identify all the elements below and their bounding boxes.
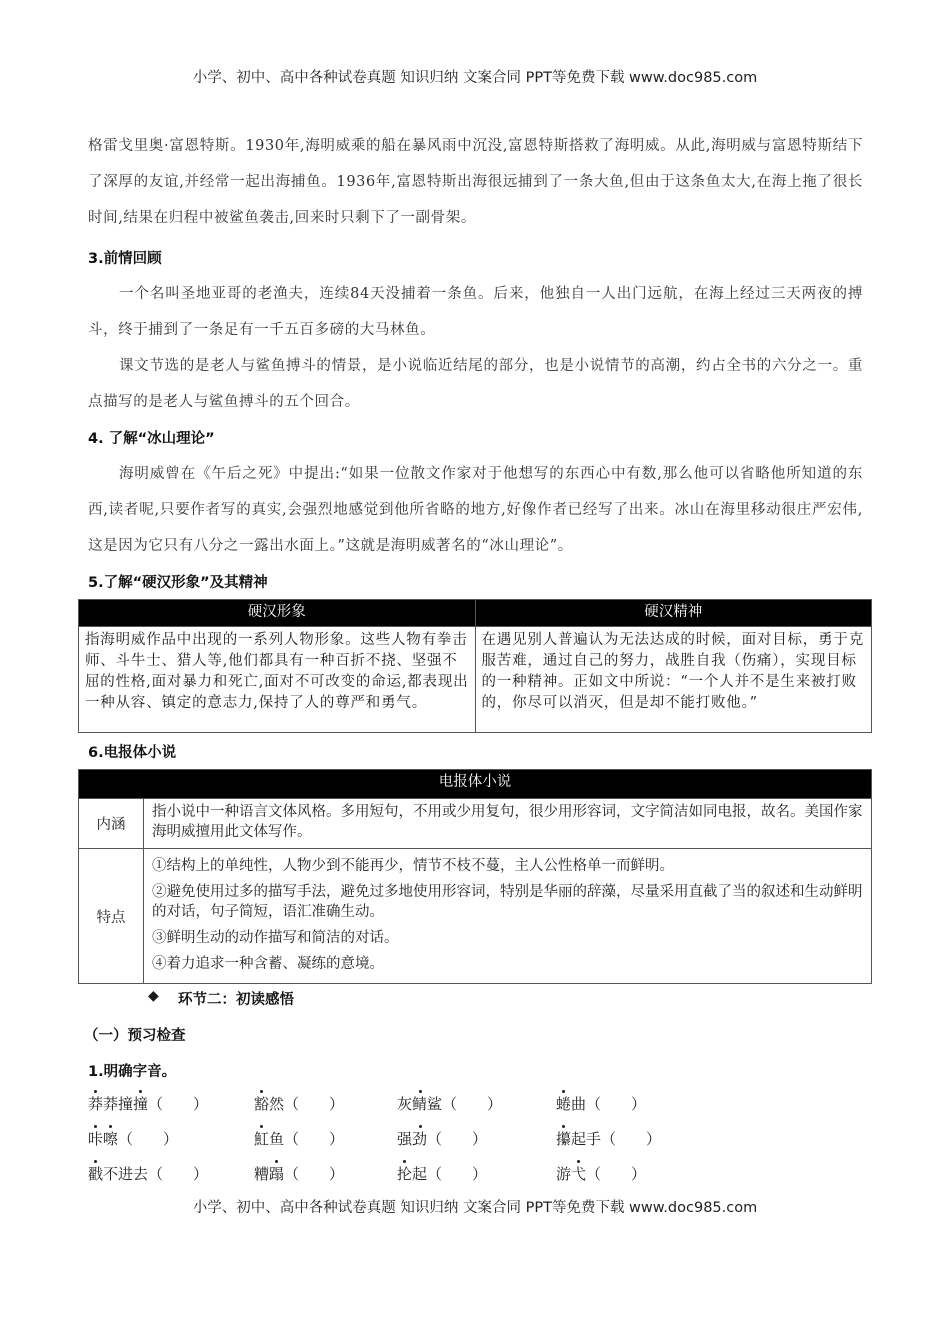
feature-item: ④着力追求一种含蓄、凝练的意境。 bbox=[152, 956, 384, 972]
diamond-bullet-icon: ◆ bbox=[148, 988, 159, 1004]
emphasis-dot bbox=[260, 1125, 263, 1128]
pronunciation-item: 咔嚓（ ） bbox=[88, 1130, 179, 1148]
emphasis-dot bbox=[94, 1160, 97, 1163]
pronunciation-item: 糟蹋（ ） bbox=[254, 1165, 345, 1183]
section-3-paragraph-1: 一个名叫圣地亚哥的老渔夫，连续84天没捕着一条鱼。后来，他独自一人出门远航，在海上经过三天两夜的搏斗，终于捕到了一条足有一千五百多磅的大马林鱼。 bbox=[88, 286, 863, 338]
intro-paragraph: 格雷戈里奥·富恩特斯。1930年,海明威乘的船在暴风雨中沉没,富恩特斯搭救了海明威。从此,海明威与富恩特斯结下了深厚的友谊,并经常一起出海捕鱼。1936年,富恩特斯出海很远捕到了一条大鱼,但由于这条鱼太大,在海上拖了很长时间,结果在归程中被鲨鱼袭击,回来时只剩下了一副骨架。 bbox=[88, 138, 863, 226]
emphasis-dot bbox=[94, 1090, 97, 1093]
page-header: 小学、初中、高中各种试卷真题 知识归纳 文案合同 PPT等免费下载 www.doc985.com bbox=[192, 70, 758, 86]
tough-guy-table bbox=[78, 599, 872, 733]
emphasis-dot bbox=[275, 1160, 278, 1163]
emphasis-dot bbox=[260, 1090, 263, 1093]
section-4-title: 4. 了解“冰山理论” bbox=[88, 431, 215, 447]
pronunciation-question-title: 1.明确字音。 bbox=[88, 1064, 177, 1080]
pronunciation-item: 魟鱼（ ） bbox=[254, 1130, 345, 1148]
emphasis-dot bbox=[577, 1160, 580, 1163]
emphasis-dot bbox=[94, 1125, 97, 1128]
emphasis-dot bbox=[419, 1125, 422, 1128]
segment-2-title: 环节二：初读感悟 bbox=[178, 992, 294, 1008]
feature-item: ③鲜明生动的动作描写和简洁的对话。 bbox=[152, 930, 399, 946]
section-4-paragraph: 海明威曾在《午后之死》中提出:“如果一位散文作家对于他想写的东西心中有数,那么他可以省略他所知道的东西,读者呢,只要作者写的真实,会强烈地感觉到他所省略的地方,好像作者已经写了出来。冰山在海里移动很庄严宏伟,这是因为它只有八分之一露出水面上。”这就是海明威著名的“冰山理论”。 bbox=[88, 466, 863, 554]
pronunciation-item: 游弋（ ） bbox=[556, 1165, 647, 1183]
emphasis-dot bbox=[403, 1160, 406, 1163]
emphasis-dot bbox=[562, 1125, 565, 1128]
telegraph-novel-table bbox=[78, 769, 872, 984]
connotation-text: 指小说中一种语言文体风格。多用短句，不用或少用复句，很少用形容词，文字简洁如同电报，故名。美国作家海明威擅用此文体写作。 bbox=[144, 799, 872, 849]
emphasis-dot bbox=[419, 1090, 422, 1093]
section-3-title: 3.前情回顾 bbox=[88, 251, 162, 267]
table-header-spirit: 硬汉精神 bbox=[475, 600, 872, 627]
page-footer: 小学、初中、高中各种试卷真题 知识归纳 文案合同 PPT等免费下载 www.doc985.com bbox=[192, 1200, 758, 1216]
section-6-title: 6.电报体小说 bbox=[88, 745, 177, 761]
pronunciation-item: 戳不进去（ ） bbox=[88, 1165, 209, 1183]
features-label: 特点 bbox=[79, 849, 144, 984]
pronunciation-item: 灰鲭鲨（ ） bbox=[397, 1095, 503, 1113]
section-5-title: 5.了解“硬汉形象”及其精神 bbox=[88, 575, 268, 591]
emphasis-dot bbox=[562, 1090, 565, 1093]
connotation-label: 内涵 bbox=[79, 799, 144, 849]
preview-check-title: （一）预习检查 bbox=[84, 1028, 186, 1044]
telegraph-table-header: 电报体小说 bbox=[79, 770, 872, 799]
pronunciation-item: 攥起手（ ） bbox=[556, 1130, 662, 1148]
features-cell bbox=[144, 849, 872, 984]
pronunciation-item: 蜷曲（ ） bbox=[556, 1095, 647, 1113]
table-header-image: 硬汉形象 bbox=[79, 600, 476, 627]
tough-guy-image-cell: 指海明威作品中出现的一系列人物形象。这些人物有拳击师、斗牛士、猎人等,他们都具有一种百折不挠、坚强不屈的性格,面对暴力和死亡,面对不可改变的命运,都表现出一种从容、镇定的意志力,保持了人的尊严和勇气。 bbox=[79, 627, 476, 733]
pronunciation-item: 抡起（ ） bbox=[397, 1165, 488, 1183]
feature-item: ②避免使用过多的描写手法，避免过多地使用形容词，特别是华丽的辞藻，尽量采用直截了当的叙述和生动鲜明的对话，句子简短，语汇准确生动。 bbox=[152, 884, 863, 920]
emphasis-dot bbox=[139, 1090, 142, 1093]
section-3-paragraph-2: 课文节选的是老人与鲨鱼搏斗的情景，是小说临近结尾的部分，也是小说情节的高潮，约占全书的六分之一。重点描写的是老人与鲨鱼搏斗的五个回合。 bbox=[88, 358, 863, 410]
tough-guy-spirit-cell: 在遇见别人普遍认为无法达成的时候，面对目标，勇于克服苦难，通过自己的努力，战胜自我（伤痛），实现目标的一种精神。正如文中所说：“一个人并不是生来被打败的，你尽可以消灭，但是却不能打败他。” bbox=[475, 627, 872, 733]
pronunciation-item: 强劲（ ） bbox=[397, 1130, 488, 1148]
emphasis-dot bbox=[109, 1125, 112, 1128]
feature-item: ①结构上的单纯性，人物少到不能再少，情节不枝不蔓，主人公性格单一而鲜明。 bbox=[152, 858, 674, 874]
pronunciation-item: 莽莽撞撞（ ） bbox=[88, 1095, 209, 1113]
pronunciation-item: 豁然（ ） bbox=[254, 1095, 345, 1113]
